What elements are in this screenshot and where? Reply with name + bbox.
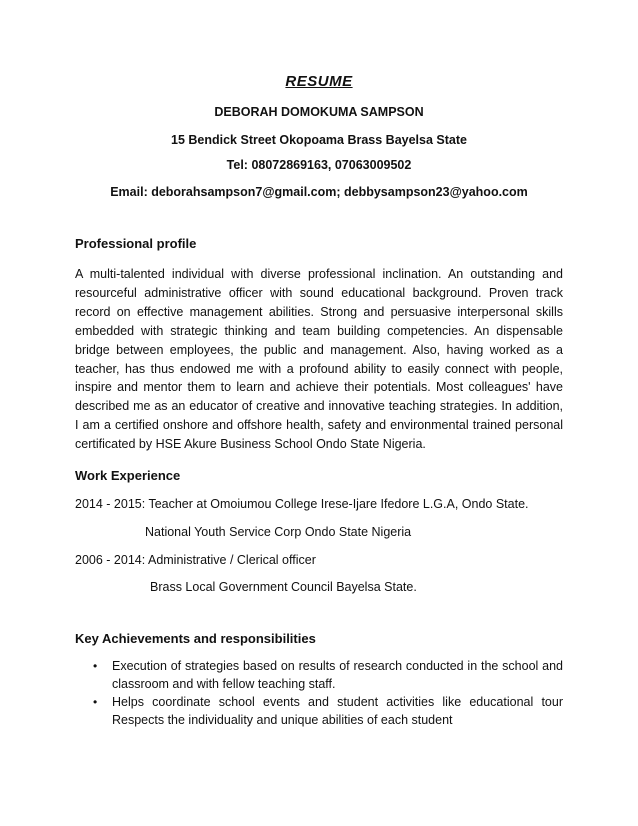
achievements-heading: Key Achievements and responsibilities — [75, 631, 316, 646]
achievement-item — [75, 694, 563, 729]
applicant-email: Email: deborahsampson7@gmail.com; debbysampson23@yahoo.com — [110, 185, 528, 199]
applicant-address: 15 Bendick Street Okopoama Brass Bayelsa State — [171, 133, 467, 147]
bullet-icon: • — [93, 695, 98, 709]
applicant-phone: Tel: 08072869163, 07063009502 — [226, 158, 412, 172]
resume-title: RESUME — [285, 73, 353, 90]
achievement-text: Helps coordinate school events and student activities like educational tour Respects the individuality and unique abilities of each student — [112, 695, 563, 727]
work-entry-1-detail: National Youth Service Corp Ondo State Nigeria — [145, 525, 412, 539]
achievement-text: Execution of strategies based on results of research conducted in the school and classroom and with fellow teaching staff. — [112, 659, 563, 691]
work-entry-2-title: 2006 - 2014: Administrative / Clerical officer — [75, 553, 316, 567]
work-entry-2-detail: Brass Local Government Council Bayelsa State. — [150, 580, 417, 594]
work-experience-heading: Work Experience — [75, 468, 181, 483]
work-entry-1-title: 2014 - 2015: Teacher at Omoiumou College Irese-Ijare Ifedore L.G.A, Ondo State. — [75, 497, 529, 511]
achievements-list — [75, 658, 563, 730]
applicant-name: DEBORAH DOMOKUMA SAMPSON — [214, 105, 424, 119]
profile-heading: Professional profile — [75, 236, 197, 251]
profile-paragraph: A multi-talented individual with diverse professional inclination. An outstanding and resourceful administrative officer with sound educational background. Proven track record on effective management abilities. Strong and persuasive interpersonal skills embedded with strategic thinking and team building competencies. An dispensable bridge between employees, the public and management. Also, having worked as a teacher, has thus endowed me with a profound ability to easily connect with people, inspire and mentor them to learn and achieve their potentials. Most colleagues' have described me as an educator of creative and innovative teaching strategies. In addition, I am a certified onshore and offshore health, safety and environmental trained personal certificated by HSE Akure Business School Ondo State Nigeria. — [75, 267, 563, 452]
achievement-item — [75, 658, 563, 693]
bullet-icon: • — [93, 659, 98, 673]
